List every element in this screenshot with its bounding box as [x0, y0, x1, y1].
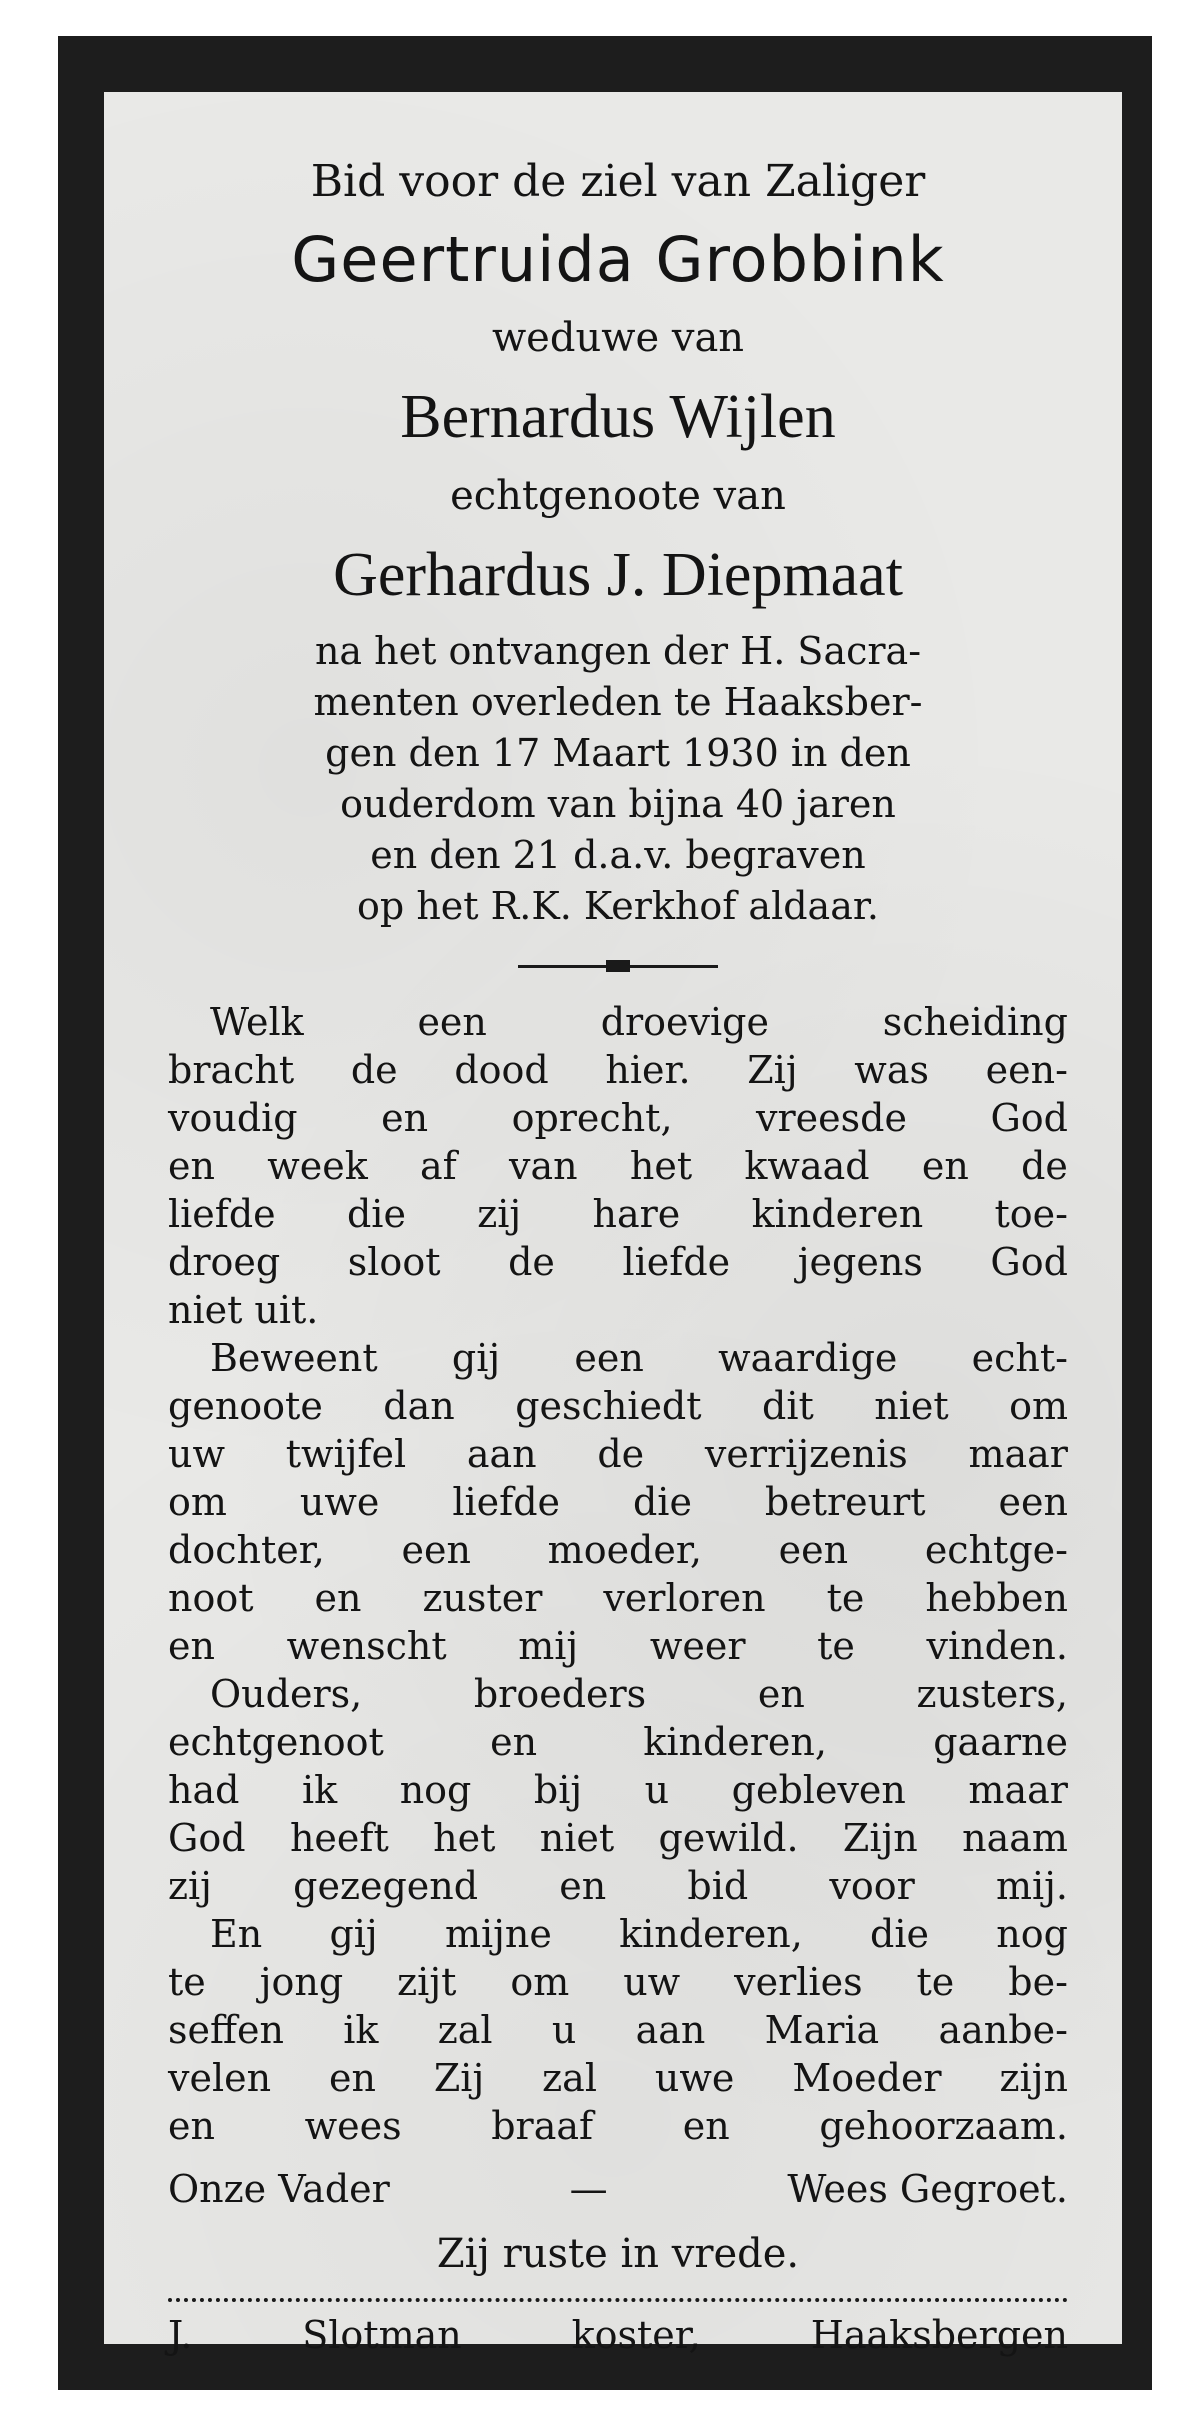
- announcement-line: ouderdom van bijna 40 jaren: [340, 782, 896, 826]
- text-word: ik: [343, 2008, 379, 2052]
- text-word: scheiding: [882, 1000, 1068, 1044]
- text-word: jong: [259, 1960, 344, 2004]
- text-word: vreesde: [756, 1096, 907, 1140]
- text-word: week: [267, 1144, 368, 1188]
- text-line: [168, 1718, 1068, 1766]
- prayer-heading: Bid voor de ziel van Zaliger: [310, 156, 926, 207]
- text-word: niet: [168, 1288, 243, 1332]
- printer-role: koster,: [571, 2313, 701, 2357]
- rest-in-peace: Zij ruste in vrede.: [436, 2231, 800, 2277]
- first-husband-name: Bernardus Wijlen: [400, 383, 836, 451]
- text-word: hier.: [605, 1048, 691, 1092]
- text-word: hebben: [925, 1576, 1068, 1620]
- text-word: zal: [437, 2008, 493, 2052]
- text-word: kwaad: [744, 1144, 870, 1188]
- text-line: [168, 2006, 1068, 2054]
- text-line: [168, 1046, 1068, 1094]
- text-word: aanbe-: [938, 2008, 1068, 2052]
- text-word: God: [990, 1240, 1068, 1284]
- text-word: broeders: [473, 1672, 647, 1716]
- text-word: gij: [451, 1336, 501, 1380]
- text-word: wenscht: [286, 1624, 447, 1668]
- text-word: zusters,: [916, 1672, 1068, 1716]
- text-word: liefde: [622, 1240, 731, 1284]
- card-panel: [104, 92, 1122, 2357]
- text-word: te: [817, 1624, 855, 1668]
- text-word: was: [854, 1048, 929, 1092]
- text-line: [168, 1142, 1068, 1190]
- text-word: gewild.: [658, 1816, 799, 1860]
- text-word: liefde: [452, 1480, 561, 1524]
- text-word: te: [168, 1960, 206, 2004]
- text-word: bid: [687, 1864, 749, 1908]
- text-word: liefde: [168, 1192, 276, 1236]
- text-word: een: [778, 1528, 849, 1572]
- text-word: te: [826, 1576, 865, 1620]
- text-line: [168, 1814, 1068, 1862]
- text-word: Beweent: [210, 1336, 378, 1380]
- printer-initial: J.: [168, 2313, 193, 2357]
- announcement: [168, 626, 1068, 932]
- text-line: [168, 1238, 1068, 1286]
- divider-line-left: [518, 965, 606, 968]
- text-word: en: [490, 1720, 538, 1764]
- text-word: Zij: [747, 1048, 798, 1092]
- text-word: waardige: [718, 1336, 898, 1380]
- text-word: Zijn: [842, 1816, 918, 1860]
- text-word: de: [597, 1432, 645, 1476]
- text-word: Welk: [210, 1000, 304, 1044]
- text-word: te: [916, 1960, 955, 2004]
- text-word: Ouders,: [210, 1672, 363, 1716]
- text-word: uw: [168, 1432, 225, 1476]
- prayer-our-father: Onze Vader: [168, 2167, 390, 2211]
- announcement-line: na het ontvangen der H. Sacra-: [314, 629, 922, 673]
- text-word: jegens: [797, 1240, 923, 1284]
- text-word: maar: [968, 1768, 1068, 1812]
- text-word: moeder,: [547, 1528, 702, 1572]
- text-word: aan: [635, 2008, 706, 2052]
- announcement-line: gen den 17 Maart 1930 in den: [325, 731, 911, 775]
- ornamental-divider: [168, 960, 1068, 972]
- text-word: een: [417, 1000, 487, 1044]
- text-word: echtgenoot: [168, 1720, 384, 1764]
- text-word: de: [1021, 1144, 1068, 1188]
- text-line: [168, 1670, 1068, 1718]
- widow-of-label: weduwe van: [491, 315, 745, 361]
- text-word: maar: [968, 1432, 1068, 1476]
- text-word: Zij: [433, 2056, 485, 2100]
- text-word: zij: [168, 1864, 212, 1908]
- text-word: en: [168, 1624, 215, 1668]
- text-word: en: [314, 1576, 362, 1620]
- text-word: en: [381, 1096, 429, 1140]
- text-word: verloren: [603, 1576, 766, 1620]
- dotted-separator: [168, 2298, 1068, 2302]
- text-word: om: [168, 1480, 227, 1524]
- text-word: die: [870, 1912, 930, 1956]
- text-word: noot: [168, 1576, 254, 1620]
- text-word: niet: [874, 1384, 949, 1428]
- announcement-line: op het R.K. Kerkhof aldaar.: [357, 884, 879, 928]
- text-line: [168, 1766, 1068, 1814]
- text-line: [168, 1478, 1068, 1526]
- text-word: en: [168, 1144, 215, 1188]
- text-line: [168, 1094, 1068, 1142]
- deceased-name: Geertruida Grobbink: [291, 223, 945, 296]
- text-line: [168, 1334, 1068, 1382]
- prayer-hail-mary: Wees Gegroet.: [787, 2167, 1068, 2211]
- text-word: u: [644, 1768, 670, 1812]
- text-word: twijfel: [285, 1432, 407, 1476]
- printer-place: Haaksbergen: [810, 2313, 1068, 2357]
- text-word: voudig: [168, 1096, 298, 1140]
- text-word: uwe: [299, 1480, 380, 1524]
- text-word: zijn: [999, 2056, 1068, 2100]
- text-word: vinden.: [926, 1624, 1068, 1668]
- text-word: mij.: [995, 1864, 1068, 1908]
- text-line: [168, 1430, 1068, 1478]
- text-word: toe-: [994, 1192, 1068, 1236]
- text-word: weer: [649, 1624, 746, 1668]
- text-word: u: [551, 2008, 577, 2052]
- text-word: echtge-: [924, 1528, 1068, 1572]
- text-line: [168, 1382, 1068, 1430]
- text-word: en: [329, 2056, 376, 2100]
- text-line: [168, 2054, 1068, 2102]
- text-word: had: [168, 1768, 240, 1812]
- text-word: gij: [329, 1912, 378, 1956]
- text-word: sloot: [347, 1240, 441, 1284]
- text-word: ik: [301, 1768, 338, 1812]
- text-line: [168, 1910, 1068, 1958]
- text-word: en: [168, 2104, 215, 2148]
- text-word: bij: [533, 1768, 583, 1812]
- text-word: dochter,: [168, 1528, 325, 1572]
- text-word: dit: [762, 1384, 814, 1428]
- text-word: niet: [539, 1816, 615, 1860]
- text-word: droeg: [168, 1240, 281, 1284]
- text-word: Moeder: [792, 2056, 942, 2100]
- text-word: nog: [996, 1912, 1068, 1956]
- text-word: Maria: [764, 2008, 880, 2052]
- text-word: de: [350, 1048, 398, 1092]
- divider-ornament: [606, 960, 630, 972]
- divider-line-right: [630, 965, 718, 968]
- printer-name: Slotman: [302, 2313, 462, 2357]
- memorial-card: [58, 36, 1152, 2390]
- text-line: [168, 998, 1068, 1046]
- text-word: oprecht,: [511, 1096, 673, 1140]
- text-word: kinderen,: [619, 1912, 803, 1956]
- text-word: hare: [592, 1192, 681, 1236]
- text-word: het: [433, 1816, 496, 1860]
- text-line: [168, 1526, 1068, 1574]
- text-word: aan: [466, 1432, 537, 1476]
- text-word: die: [632, 1480, 692, 1524]
- text-word: om: [510, 1960, 570, 2004]
- text-word: mij: [518, 1624, 579, 1668]
- text-word: om: [1009, 1384, 1068, 1428]
- text-word: voor: [829, 1864, 915, 1908]
- text-word: en: [682, 2104, 730, 2148]
- text-word: het: [629, 1144, 693, 1188]
- text-word: gebleven: [731, 1768, 906, 1812]
- text-word: af: [420, 1144, 457, 1188]
- text-word: gehoorzaam.: [819, 2104, 1068, 2148]
- text-word: dood: [454, 1048, 549, 1092]
- text-word: En: [210, 1912, 263, 1956]
- text-word: een-: [985, 1048, 1068, 1092]
- text-word: zuster: [422, 1576, 543, 1620]
- text-word: braaf: [491, 2104, 594, 2148]
- second-husband-name: Gerhardus J. Diepmaat: [333, 541, 903, 609]
- text-word: naam: [962, 1816, 1068, 1860]
- text-word: geschiedt: [515, 1384, 702, 1428]
- text-word: uw: [623, 1960, 681, 2004]
- text-word: een: [401, 1528, 471, 1572]
- text-line: [168, 1574, 1068, 1622]
- announcement-line: en den 21 d.a.v. begraven: [370, 833, 866, 877]
- text-word: God: [990, 1096, 1068, 1140]
- text-word: be-: [1008, 1960, 1068, 2004]
- text-word: verrijzenis: [704, 1432, 908, 1476]
- text-word: en: [559, 1864, 607, 1908]
- text-word: mijne: [444, 1912, 552, 1956]
- text-line: [168, 1190, 1068, 1238]
- text-word: betreurt: [764, 1480, 926, 1524]
- wife-of-label: echtgenoote van: [450, 473, 786, 519]
- text-word: die: [346, 1192, 406, 1236]
- text-word: velen: [168, 2056, 272, 2100]
- printer-credit: [168, 2308, 1068, 2362]
- text-word: uwe: [654, 2056, 735, 2100]
- text-word: en: [921, 1144, 969, 1188]
- text-word: zijt: [397, 1960, 457, 2004]
- text-word: bracht: [168, 1048, 295, 1092]
- text-word: verlies: [734, 1960, 863, 2004]
- text-word: seffen: [168, 2008, 284, 2052]
- memorial-text: [168, 998, 1068, 2150]
- text-word: en: [757, 1672, 805, 1716]
- text-word: een: [998, 1480, 1068, 1524]
- text-word: echt-: [971, 1336, 1068, 1380]
- announcement-line: menten overleden te Haaksber-: [313, 680, 923, 724]
- text-word: zal: [542, 2056, 597, 2100]
- text-line: [168, 1862, 1068, 1910]
- text-word: gaarne: [933, 1720, 1068, 1764]
- text-word: kinderen: [751, 1192, 924, 1236]
- text-line: [168, 1958, 1068, 2006]
- text-word: kinderen,: [643, 1720, 827, 1764]
- text-word: gezegend: [293, 1864, 479, 1908]
- text-word: nog: [399, 1768, 472, 1812]
- text-word: heeft: [289, 1816, 389, 1860]
- text-word: van: [509, 1144, 578, 1188]
- text-word: de: [508, 1240, 555, 1284]
- text-word: wees: [304, 2104, 402, 2148]
- text-word: genoote: [168, 1384, 323, 1428]
- text-line: [168, 2102, 1068, 2150]
- text-word: God: [168, 1816, 246, 1860]
- text-word: dan: [383, 1384, 455, 1428]
- closing-prayers: [168, 2162, 1068, 2216]
- text-word: zij: [477, 1192, 522, 1236]
- text-word: droevige: [600, 1000, 769, 1044]
- text-line: [168, 1286, 1068, 1334]
- text-word: uit.: [254, 1288, 319, 1332]
- text-word: een: [574, 1336, 644, 1380]
- text-line: [168, 1622, 1068, 1670]
- prayer-dash: —: [569, 2167, 608, 2211]
